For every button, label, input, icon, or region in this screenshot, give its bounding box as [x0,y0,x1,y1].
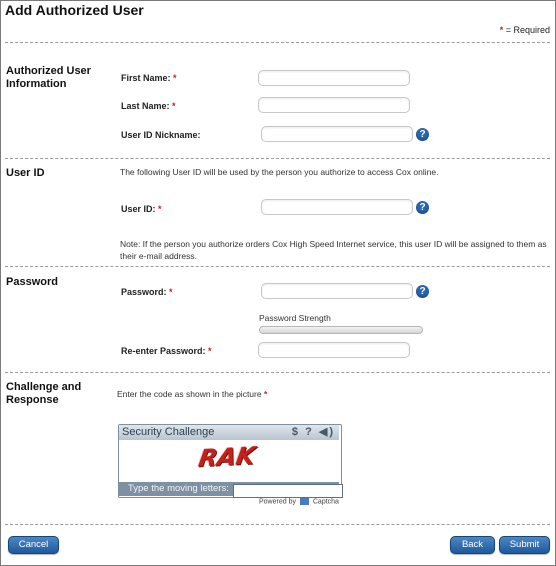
captcha-controls-icon[interactable]: $ ? ◀) [291,426,335,438]
captcha-header [119,425,339,440]
user-id-intro: The following User ID will be used by the person you authorize to access Cox online. [120,167,439,177]
captcha-footer [119,482,339,496]
required-star: * [208,346,212,356]
divider [5,42,550,43]
captcha-response-field[interactable] [233,484,343,498]
section-heading-challenge: Challenge and Response [6,381,82,406]
divider [5,524,550,525]
powered-by-text: Powered by [259,498,296,506]
security-challenge-widget [118,424,342,498]
user-id-help-icon[interactable]: ? [416,201,429,214]
first-name-field[interactable] [258,70,410,86]
user-id-label-text: User ID: [121,204,156,214]
required-note: = Required [505,25,550,35]
captcha-image: RAK [196,441,258,473]
required-star: * [499,25,504,35]
required-legend [500,25,550,35]
challenge-instruction-text: Enter the code as shown in the picture [117,389,262,399]
divider [5,158,550,159]
submit-button[interactable]: Submit [499,536,550,554]
section-heading-authorized-user: Authorized User Information [6,65,91,90]
section-heading-password: Password [6,276,58,288]
powered-by-brand: Captcha [312,498,339,506]
first-name-label-text: First Name: [121,73,171,83]
user-id-label [121,204,162,214]
password-strength-meter [259,326,423,334]
captcha-title: Security Challenge [122,426,215,438]
required-star: * [158,204,162,214]
last-name-label-text: Last Name: [121,101,170,111]
user-id-field[interactable] [261,199,413,215]
required-star: * [263,389,268,399]
last-name-label [121,101,176,111]
reenter-password-label-text: Re-enter Password: [121,346,206,356]
password-label-text: Password: [121,287,167,297]
required-star: * [173,73,177,83]
password-help-icon[interactable]: ? [416,285,429,298]
password-label [121,287,173,297]
password-field[interactable] [261,283,413,299]
required-star: * [172,101,176,111]
required-star: * [169,287,173,297]
powered-by [259,498,339,505]
section-heading-user-id: User ID [6,167,45,179]
captcha-logo-icon [300,498,309,505]
nickname-label: User ID Nickname: [121,130,201,140]
last-name-field[interactable] [258,97,410,113]
divider [5,372,550,373]
back-button[interactable]: Back [450,536,495,554]
reenter-password-field[interactable] [258,342,410,358]
challenge-instruction [117,389,267,399]
cancel-button[interactable]: Cancel [8,536,59,554]
reenter-password-label [121,346,212,356]
page-title: Add Authorized User [5,2,144,18]
captcha-prompt: Type the moving letters: [128,483,229,494]
nickname-help-icon[interactable]: ? [416,128,429,141]
user-id-note: Note: If the person you authorize orders Cox High Speed Internet service, this user ID will be assigned to them as their e-mail address. [120,239,547,261]
first-name-label [121,73,177,83]
user-id-nickname-field[interactable] [261,126,413,142]
divider [5,266,550,267]
password-strength-label: Password Strength [259,313,331,323]
